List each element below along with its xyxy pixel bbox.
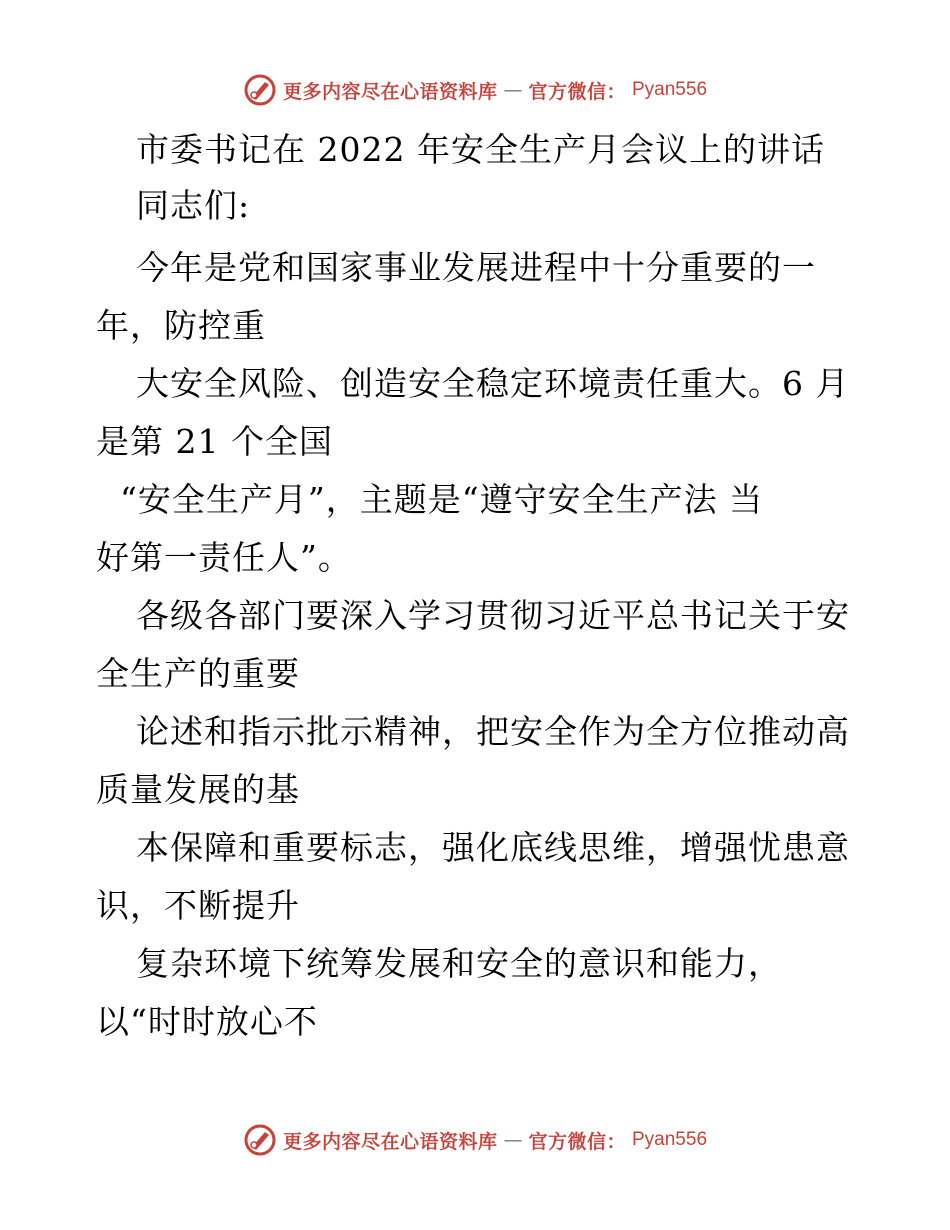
footer-brand-text: 更多内容尽在心语资料库 [282, 1130, 498, 1153]
paragraph-line: “安全生产月”，主题是“遵守安全生产法 当 [120, 480, 764, 519]
paragraph-line: 各级各部门要深入学习贯彻习近平总书记关于安 [136, 596, 850, 635]
paragraph-line: 同志们: [136, 186, 251, 225]
paragraph-line: 大安全风险、创造安全稳定环境责任重大。6 月 [136, 364, 850, 403]
document-title: 市委书记在 2022 年安全生产月会议上的讲话 [136, 130, 825, 169]
paragraph-line: 质量发展的基 [96, 770, 300, 809]
paragraph-line: 全生产的重要 [96, 654, 300, 693]
paragraph-line: 论述和指示批示精神，把安全作为全方位推动高 [136, 712, 850, 751]
footer-separator: — [503, 1129, 523, 1151]
brand-logo-icon [243, 1123, 277, 1157]
footer-official-label: 官方微信： [528, 1130, 626, 1153]
paragraph-line: 是第 21 个全国 [96, 422, 333, 461]
brand-logo-icon [243, 73, 277, 107]
paragraph-line: 复杂环境下统筹发展和安全的意识和能力， [136, 944, 782, 983]
header-official-label: 官方微信： [528, 80, 626, 103]
header-brand-text: 更多内容尽在心语资料库 [282, 80, 498, 103]
paragraph-line: 识，不断提升 [96, 886, 300, 925]
paragraph-line: 本保障和重要标志，强化底线思维，增强忧患意 [136, 828, 850, 867]
paragraph-line: 今年是党和国家事业发展进程中十分重要的一 [136, 248, 816, 287]
footer-banner [0, 1120, 950, 1160]
header-separator: — [503, 79, 523, 101]
footer-wechat-id: Pyan556 [632, 1129, 708, 1150]
header-banner [0, 70, 950, 110]
paragraph-line: 好第一责任人”。 [96, 538, 352, 577]
paragraph-line: 以“时时放心不 [96, 1002, 318, 1041]
header-wechat-id: Pyan556 [632, 79, 708, 100]
paragraph-line: 年，防控重 [96, 306, 266, 345]
